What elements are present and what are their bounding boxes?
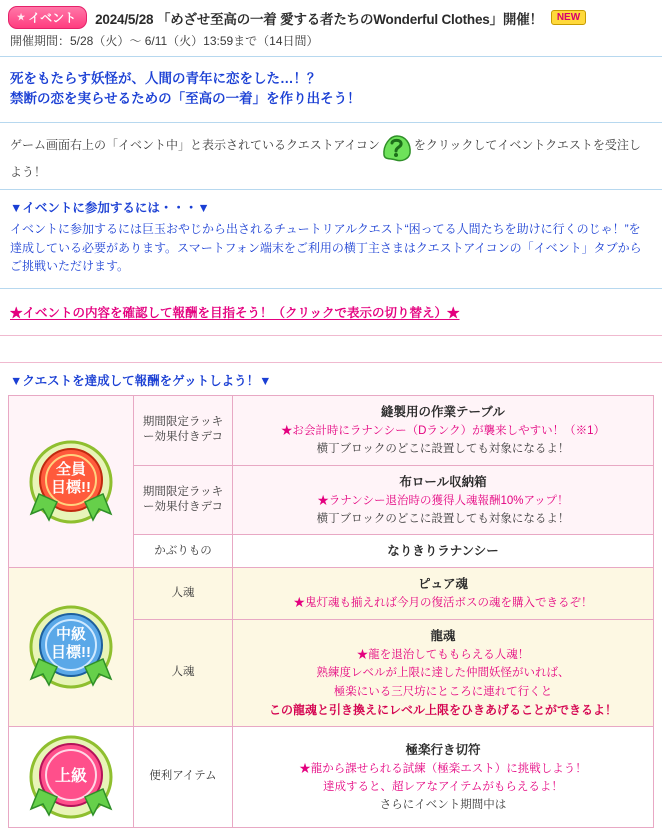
svg-text:上級: 上級 bbox=[54, 768, 88, 786]
reward-kind: 便利アイテム bbox=[134, 727, 233, 828]
join-body: イベントに参加するには巨玉おやじから出されるチュートリアルクエスト“困ってる人間たちを助けに行くのじゃ！”を達成している必要があります。スマートフォン端末をご利用の横丁主さまはクエストアイコンの「イベント」タブからご挑戦いただけます。 bbox=[10, 222, 642, 274]
lead-block bbox=[0, 57, 662, 122]
spacer bbox=[0, 336, 662, 362]
reward-kind: 人魂 bbox=[134, 568, 233, 619]
reward-kind: かぶりもの bbox=[134, 535, 233, 568]
reward-detail bbox=[233, 535, 654, 568]
page-title: 2024/5/28 「めざせ至高の一着 愛する者たちのWonderful Clothes」開催！ bbox=[95, 11, 543, 27]
reward-detail bbox=[233, 465, 654, 535]
reward-table bbox=[8, 395, 654, 828]
reward-name: 龍魂 bbox=[430, 628, 456, 643]
reward-kind: 期間限定ラッキー効果付きデコ bbox=[134, 465, 233, 535]
reward-note: ★お会計時にラナンシー（Dランク）が襲来しやすい！（※1） bbox=[280, 424, 606, 437]
intro-text-before: ゲーム画面右上の「イベント中」と表示されているクエストアイコン bbox=[10, 137, 380, 152]
rank-cell-high bbox=[9, 727, 134, 828]
reward-detail bbox=[233, 727, 654, 828]
table-row bbox=[9, 395, 654, 465]
join-heading: ▼イベントに参加するには・・・▼ bbox=[10, 201, 210, 216]
reward-note: 熟練度レベルが上限に達した仲間妖怪がいれば、 bbox=[316, 667, 570, 680]
reward-note: 極楽にいる三尺坊にところに連れて行くと bbox=[333, 685, 553, 698]
reward-name: ピュア魂 bbox=[417, 577, 468, 592]
lead-line-1: 死をもたらす妖怪が、人間の青年に恋をした…！？ bbox=[10, 71, 321, 86]
reward-name: なりきりラナンシー bbox=[387, 544, 499, 559]
svg-text:全員: 全員 bbox=[55, 460, 87, 478]
reward-note: 横丁ブロックのどこに設置しても対象になるよ！ bbox=[316, 443, 570, 456]
new-badge: NEW bbox=[551, 10, 586, 25]
event-badge-label: イベント bbox=[28, 11, 77, 25]
reward-note: ★龍から課せられる試練（極楽エスト）に挑戦しよう！ bbox=[299, 762, 587, 775]
quest-icon bbox=[380, 133, 414, 163]
reward-table-body bbox=[9, 395, 654, 827]
table-row bbox=[9, 727, 654, 828]
reward-kind: 期間限定ラッキー効果付きデコ bbox=[134, 395, 233, 465]
svg-text:目標!!: 目標!! bbox=[51, 478, 91, 496]
reward-note: ★鬼灯魂も揃えれば今月の復活ボスの魂を購入できるぞ！ bbox=[293, 597, 593, 610]
lead-line-2: 禁断の恋を実らせるための「至高の一着」を作り出そう！ bbox=[10, 91, 361, 107]
reward-note: この龍魂と引き換えにレベル上限をひきあげることができるよ！ bbox=[268, 703, 617, 717]
reward-kind: 人魂 bbox=[134, 619, 233, 726]
medal-high-icon bbox=[23, 729, 119, 825]
quest-section-heading: ▼クエストを達成して報酬をゲットしよう！▼ bbox=[10, 373, 272, 388]
rank-cell-all bbox=[9, 395, 134, 568]
reward-note: 横丁ブロックのどこに設置しても対象になるよ！ bbox=[316, 513, 570, 526]
table-row bbox=[9, 568, 654, 619]
reward-name: 縫製用の作業テーブル bbox=[381, 404, 505, 419]
svg-text:目標!!: 目標!! bbox=[51, 644, 91, 662]
reward-note: 達成すると、超レアなアイテムがもらえるよ！ bbox=[323, 780, 563, 793]
reward-detail bbox=[233, 395, 654, 465]
rank-cell-mid bbox=[9, 568, 134, 727]
reward-toggle-link[interactable]: ★イベントの内容を確認して報酬を目指そう！（クリックで表示の切り替え）★ bbox=[10, 305, 460, 320]
medal-mid-icon bbox=[23, 599, 119, 695]
reward-detail bbox=[233, 568, 654, 619]
reward-note: さらにイベント期間中は bbox=[379, 799, 507, 812]
reward-name: 布ロール収納箱 bbox=[399, 474, 487, 489]
medal-all-icon bbox=[23, 434, 119, 530]
event-badge bbox=[8, 6, 87, 29]
reward-name: 極楽行き切符 bbox=[405, 742, 481, 757]
star-icon: ★ bbox=[17, 12, 26, 22]
intro-paragraph bbox=[0, 123, 662, 190]
event-period: 開催期間：5/28（火）〜 6/11（火）13:59まで（14日間） bbox=[10, 34, 319, 48]
article-header bbox=[0, 0, 662, 31]
reward-note: ★ラナンシー退治時の獲得人魂報酬10%アップ！ bbox=[317, 494, 569, 507]
reward-note: ★龍を退治してももらえる人魂！ bbox=[356, 648, 530, 661]
reward-detail bbox=[233, 619, 654, 726]
svg-text:中級: 中級 bbox=[55, 626, 87, 644]
intro-text-after: をクリックしてイベントクエストを受注しよう！ bbox=[10, 137, 641, 179]
